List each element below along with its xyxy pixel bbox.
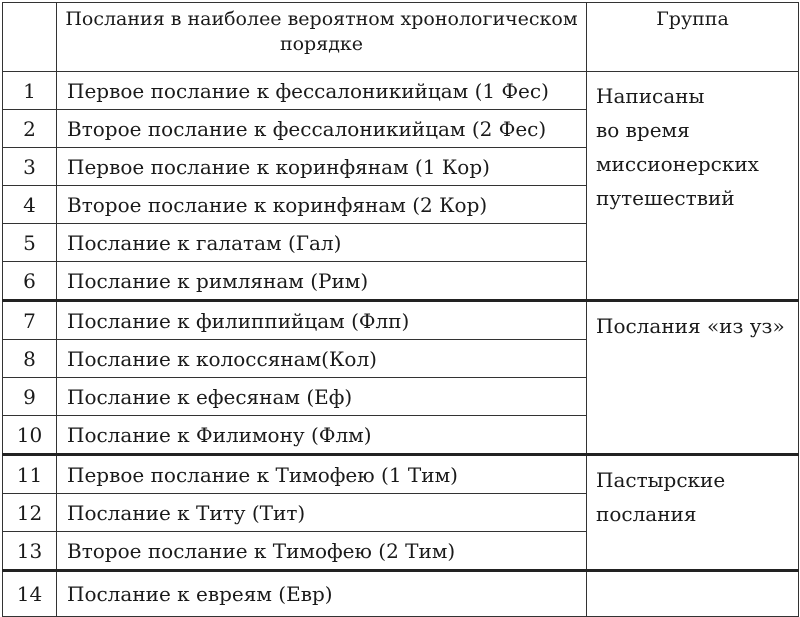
row-title: Послание к евреям (Евр) (57, 571, 587, 617)
row-number: 14 (3, 571, 57, 617)
row-number: 8 (3, 340, 57, 378)
row-number: 3 (3, 148, 57, 186)
row-number: 6 (3, 262, 57, 301)
row-title: Послание к Титу (Тит) (57, 494, 587, 532)
row-number: 2 (3, 110, 57, 148)
header-title: Послания в наиболее вероятном хронологическом порядке (57, 3, 587, 72)
row-number: 9 (3, 378, 57, 416)
header-number (3, 3, 57, 72)
epistles-table (2, 2, 799, 617)
row-number: 11 (3, 455, 57, 494)
header-group: Группа (587, 3, 799, 72)
row-number: 13 (3, 532, 57, 571)
row-title: Первое послание к коринфянам (1 Кор) (57, 148, 587, 186)
row-title: Послание к галатам (Гал) (57, 224, 587, 262)
group-empty (587, 571, 799, 617)
table-row (3, 301, 799, 340)
row-title: Первое послание к фессалоникийцам (1 Фес) (57, 72, 587, 110)
table-row (3, 72, 799, 110)
row-number: 5 (3, 224, 57, 262)
row-number: 1 (3, 72, 57, 110)
group-pastoral: Пастырские послания (587, 455, 799, 571)
row-title: Послание к колоссянам(Кол) (57, 340, 587, 378)
row-number: 7 (3, 301, 57, 340)
group-prison: Послания «из уз» (587, 301, 799, 455)
row-title: Послание к ефесянам (Еф) (57, 378, 587, 416)
row-title: Послание к филиппийцам (Флп) (57, 301, 587, 340)
table-row (3, 571, 799, 617)
row-title: Второе послание к коринфянам (2 Кор) (57, 186, 587, 224)
row-title: Послание к римлянам (Рим) (57, 262, 587, 301)
table-row (3, 455, 799, 494)
row-title: Второе послание к Тимофею (2 Тим) (57, 532, 587, 571)
row-title: Первое послание к Тимофею (1 Тим) (57, 455, 587, 494)
row-number: 10 (3, 416, 57, 455)
header-row (3, 3, 799, 72)
row-number: 4 (3, 186, 57, 224)
row-number: 12 (3, 494, 57, 532)
group-missionary: Написаны во время миссионерских путешествий (587, 72, 799, 301)
row-title: Послание к Филимону (Флм) (57, 416, 587, 455)
row-title: Второе послание к фессалоникийцам (2 Фес) (57, 110, 587, 148)
